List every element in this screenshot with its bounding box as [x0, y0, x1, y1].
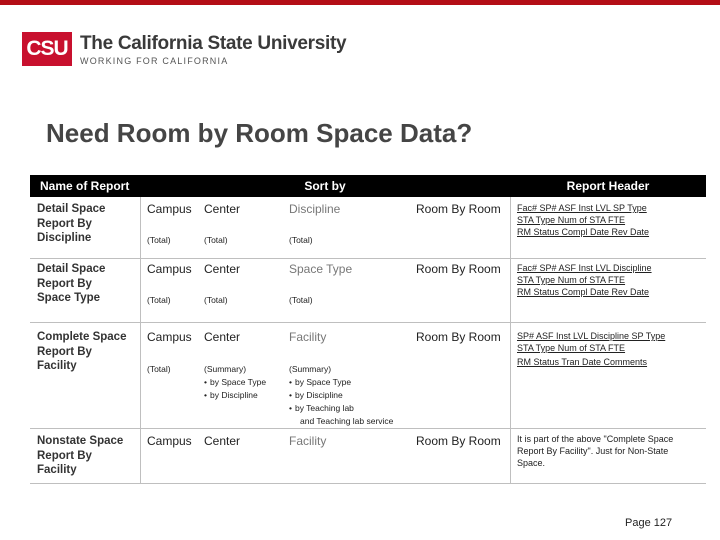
report-name-line: Nonstate Space: [37, 435, 124, 447]
sort-3-summary: (Summary): [289, 364, 332, 374]
report-header-fields: [517, 226, 649, 238]
report-name-line: Facility: [37, 464, 77, 476]
report-name-line: Complete Space: [37, 331, 127, 343]
header-sort-by: Sort by: [140, 175, 510, 197]
report-header-fields: [517, 202, 647, 214]
sort-2-summary: (Summary): [204, 364, 247, 374]
field-line: RM Status Compl Date Rev Date: [517, 227, 650, 237]
sort-3-summary-continuation: and Teaching lab service: [300, 416, 394, 426]
university-tagline: WORKING FOR CALIFORNIA: [80, 56, 229, 66]
report-name-line: Report By: [37, 277, 92, 290]
sort-3-subtotal: (Total): [289, 235, 313, 245]
report-type: Room By Room: [416, 330, 501, 344]
sort-level-2: Center: [204, 434, 241, 448]
sort-1-subtotal: (Total): [147, 295, 171, 305]
sort-level-2: Center: [204, 262, 241, 276]
sort-3-summary-item: • by Teaching lab: [289, 402, 354, 415]
header-report-name: Name of Report: [30, 175, 140, 197]
report-header-fields: [517, 330, 665, 342]
sort-level-3: Discipline: [289, 202, 341, 216]
field-line: RM Status Tran Date Comments: [517, 357, 648, 367]
row-divider: [30, 428, 706, 429]
report-header-fields: [517, 356, 647, 368]
report-header-fields: [517, 262, 652, 274]
row-divider: [30, 322, 706, 323]
column-divider: [140, 197, 141, 483]
report-name-line: Facility: [37, 360, 77, 372]
sort-2-subtotal: (Total): [204, 295, 228, 305]
report-header-description: It is part of the above "Complete Space Report By Facility". Just for Non-State Space.: [517, 434, 674, 468]
report-header-fields: [517, 342, 625, 354]
report-name-line: Report By: [37, 345, 92, 358]
sort-level-3: Facility: [289, 434, 327, 448]
report-name-line: Report By: [37, 217, 92, 230]
report-header-fields: [517, 214, 625, 226]
report-type: Room By Room: [416, 202, 501, 216]
field-line: STA Type Num of STA FTE: [517, 343, 626, 353]
sort-level-1: Campus: [147, 202, 192, 216]
page-number: Page 127: [625, 517, 673, 529]
sort-level-1: Campus: [147, 262, 192, 276]
report-name-line: Discipline: [37, 232, 92, 244]
row-divider: [30, 258, 706, 259]
university-name: The California State University: [80, 33, 347, 54]
report-type: Room By Room: [416, 434, 501, 448]
report-type: Room By Room: [416, 262, 501, 276]
report-name-line: Report By: [37, 449, 92, 462]
report-header-fields: [517, 286, 649, 298]
sort-2-summary-item: • by Discipline: [204, 389, 258, 402]
field-line: Fac# SP# ASF Inst LVL Discipline: [517, 263, 652, 273]
sort-2-summary-item: • by Space Type: [204, 376, 266, 389]
sort-level-1: Campus: [147, 330, 192, 344]
page-title: Need Room by Room Space Data?: [46, 118, 473, 148]
row-divider: [30, 483, 706, 484]
sort-level-3: Facility: [289, 330, 327, 344]
sort-3-subtotal: (Total): [289, 295, 313, 305]
field-line: STA Type Num of STA FTE: [517, 275, 626, 285]
report-name-line: Detail Space: [37, 203, 106, 215]
report-name-line: Detail Space: [37, 263, 106, 275]
csu-logo-mark: CSU: [22, 32, 72, 66]
sort-1-subtotal: (Total): [147, 235, 171, 245]
top-accent-bar: [0, 0, 720, 5]
report-header-fields: [517, 274, 625, 286]
sort-1-subtotal: (Total): [147, 364, 171, 374]
sort-3-summary-item: • by Discipline: [289, 389, 343, 402]
sort-level-2: Center: [204, 330, 241, 344]
sort-level-3: Space Type: [289, 262, 353, 276]
field-line: RM Status Compl Date Rev Date: [517, 287, 650, 297]
sort-3-summary-item: • by Space Type: [289, 376, 351, 389]
column-divider: [510, 197, 511, 483]
field-line: Fac# SP# ASF Inst LVL SP Type: [517, 203, 647, 213]
header-report-header: Report Header: [510, 175, 706, 197]
sort-2-subtotal: (Total): [204, 235, 228, 245]
report-name-line: Space Type: [37, 292, 101, 304]
sort-level-1: Campus: [147, 434, 192, 448]
sort-level-2: Center: [204, 202, 241, 216]
field-line: STA Type Num of STA FTE: [517, 215, 626, 225]
field-line: SP# ASF Inst LVL Discipline SP Type: [517, 331, 666, 341]
